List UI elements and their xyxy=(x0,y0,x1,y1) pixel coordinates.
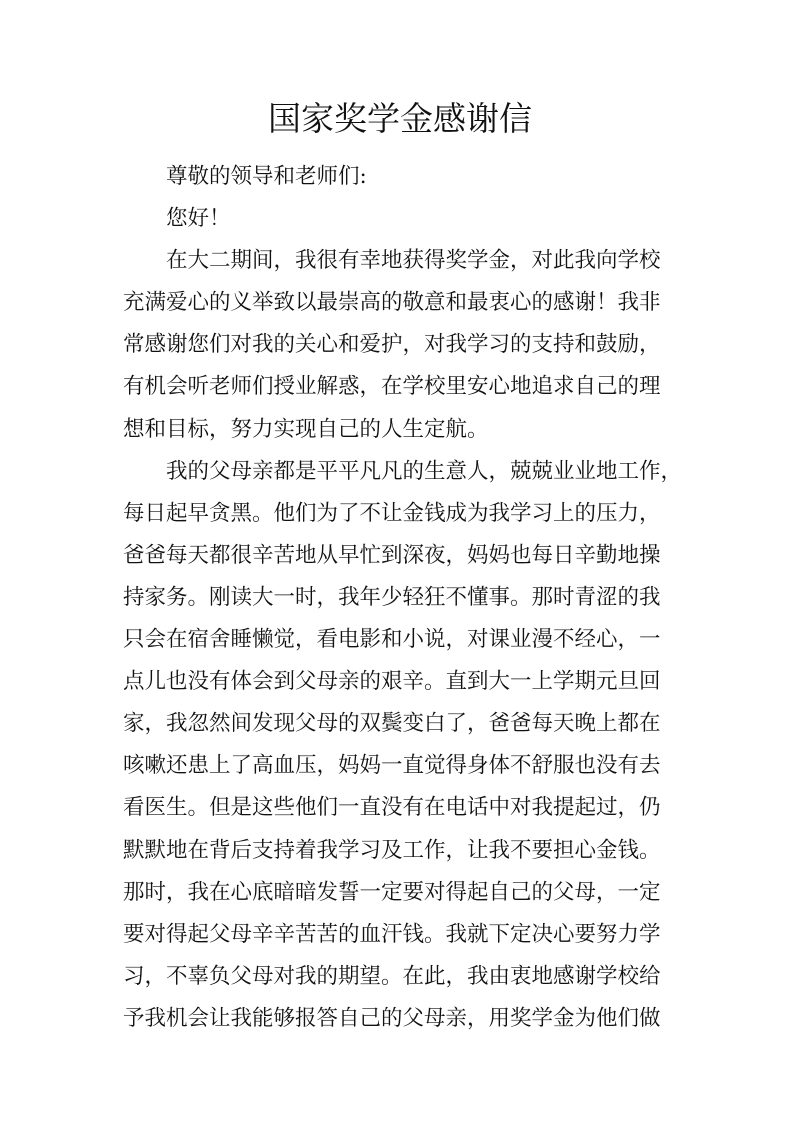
text-line: 要对得起父母辛辛苦苦的血汗钱。我就下定决心要努力学 xyxy=(123,921,661,947)
text-line: 常感谢您们对我的关心和爱护，对我学习的支持和鼓励， xyxy=(123,332,661,358)
text-line: 看医生。但是这些他们一直没有在电话中对我提起过，仍 xyxy=(123,795,661,821)
letter-body xyxy=(123,156,683,1040)
text-line: 只会在宿舍睡懒觉，看电影和小说，对课业漫不经心，一 xyxy=(123,627,661,653)
text-line: 点儿也没有体会到父母亲的艰辛。直到大一上学期元旦回 xyxy=(123,669,661,695)
greeting-line: 您好！ xyxy=(166,206,231,232)
text-line: 爸爸每天都很辛苦地从早忙到深夜，妈妈也每日辛勤地操 xyxy=(123,542,661,568)
text-line: 予我机会让我能够报答自己的父母亲，用奖学金为他们做 xyxy=(123,1005,661,1031)
text-line: 我的父母亲都是平平凡凡的生意人，兢兢业业地工作， xyxy=(166,458,683,484)
text-line: 默默地在背后支持着我学习及工作，让我不要担心金钱。 xyxy=(123,837,661,863)
text-line: 习，不辜负父母对我的期望。在此，我由衷地感谢学校给 xyxy=(123,963,661,989)
text-line: 家，我忽然间发现父母的双鬓变白了，爸爸每天晚上都在 xyxy=(123,711,661,737)
text-line: 有机会听老师们授业解惑，在学校里安心地追求自己的理 xyxy=(123,374,661,400)
document-title: 国家奖学金感谢信 xyxy=(268,99,532,138)
text-line: 持家务。刚读大一时，我年少轻狂不懂事。那时青涩的我 xyxy=(123,584,661,610)
text-line: 想和目标，努力实现自己的人生定航。 xyxy=(123,416,489,442)
text-line: 充满爱心的义举致以最崇高的敬意和最衷心的感谢！我非 xyxy=(123,290,661,316)
text-line: 咳嗽还患上了高血压，妈妈一直觉得身体不舒服也没有去 xyxy=(123,753,661,779)
text-line: 每日起早贪黑。他们为了不让金钱成为我学习上的压力， xyxy=(123,500,661,526)
text-line: 在大二期间，我很有幸地获得奖学金，对此我向学校 xyxy=(166,248,661,274)
text-line: 那时，我在心底暗暗发誓一定要对得起自己的父母，一定 xyxy=(123,879,661,905)
salutation-line: 尊敬的领导和老师们: xyxy=(166,164,367,189)
